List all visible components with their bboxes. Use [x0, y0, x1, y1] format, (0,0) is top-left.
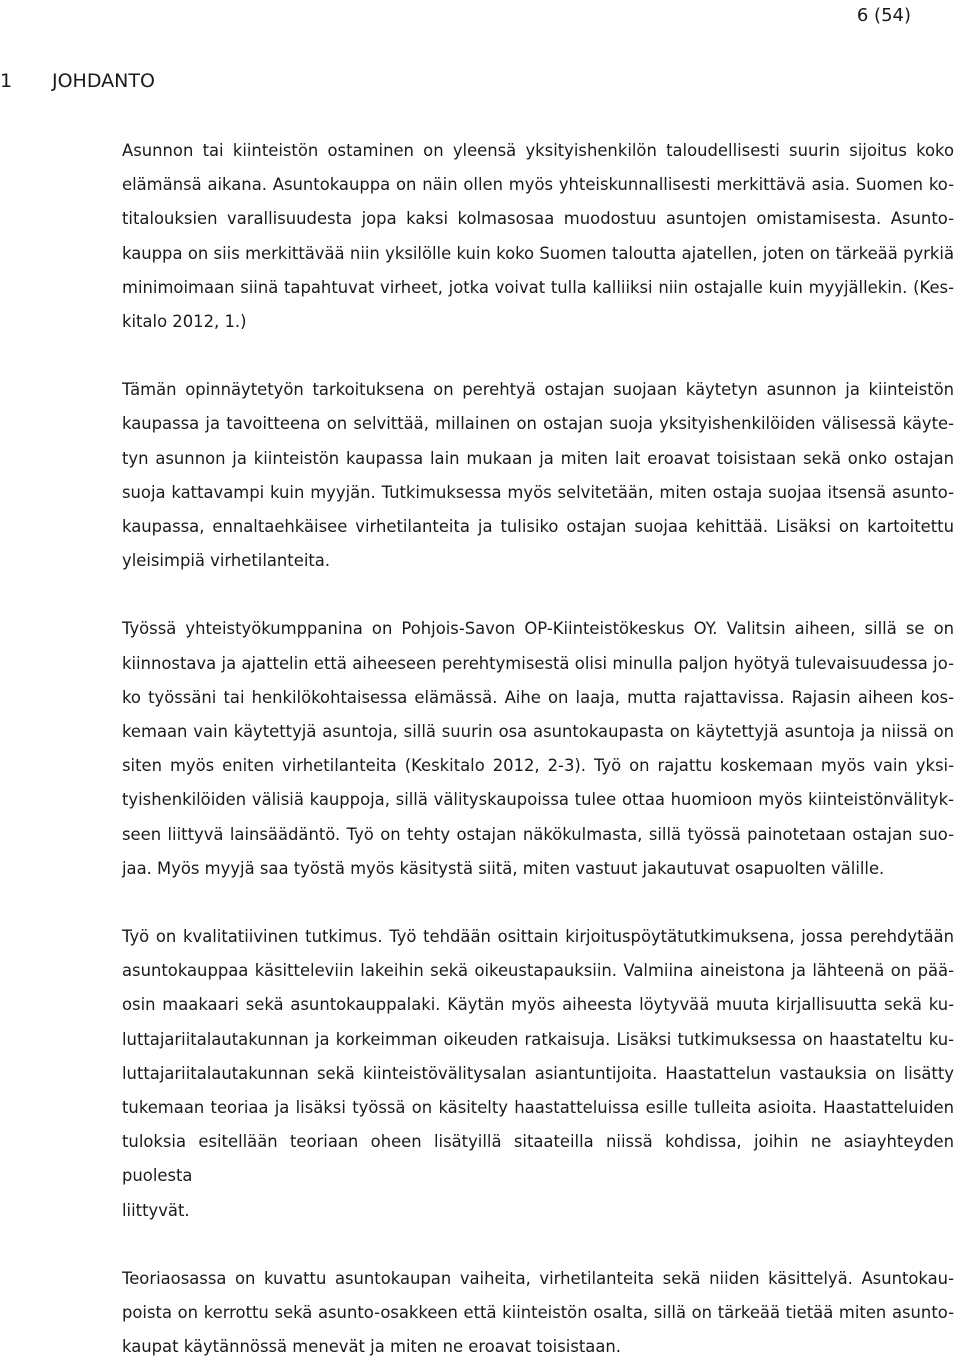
- paragraph-line: titalouksien varallisuudesta jopa kaksi kolmasosaa muodostuu asuntojen omistamisesta. Asunto-: [122, 209, 954, 229]
- paragraph-line: yleisimpiä virhetilanteita.: [122, 551, 331, 571]
- paragraph-line: Työ on kvalitatiivinen tutkimus. Työ tehdään osittain kirjoituspöytätutkimuksena, jossa perehdytään: [122, 927, 954, 947]
- paragraph-line: elämänsä aikana. Asuntokauppa on näin ollen myös yhteiskunnallisesti merkittävä asia. Suomen ko-: [122, 175, 954, 195]
- paragraph-line: Asunnon tai kiinteistön ostaminen on yleensä yksityishenkilön taloudellisesti suurin sijoitus koko: [122, 141, 954, 160]
- paragraph-line: kaupassa, ennaltaehkäisee virhetilanteita ja tulisiko ostajan suojaa kehittää. Lisäksi on kartoitettu: [122, 517, 954, 537]
- paragraph-line: Työssä yhteistyökumppanina on Pohjois-Savon OP-Kiinteistökeskus OY. Valitsin aiheen, sillä se on: [122, 619, 954, 639]
- paragraph-line: minimoimaan siinä tapahtuvat virheet, jotka voivat tulla kalliiksi niin ostajalle kuin myyjällekin. (Kes-: [122, 277, 954, 297]
- paragraph-line: luttajariitalautakunnan sekä kiinteistövälitysalan asiantuntijoita. Haastattelun vastauksia on lisätty: [122, 1063, 954, 1083]
- paragraph-1: [122, 134, 954, 339]
- paragraph-line: tukemaan teoriaa ja lisäksi työssä on käsitelty haastatteluissa esille tulleita asioita. Haastatteluiden: [122, 1098, 954, 1118]
- document-body: [122, 134, 954, 1365]
- paragraph-line: kaupassa ja tavoitteena on selvittää, millainen on ostajan suoja yksityishenkilöiden välisessä käyte-: [122, 414, 954, 434]
- paragraph-5: [122, 1262, 954, 1365]
- paragraph-line: poista on kerrottu sekä asunto-osakkeen että kiinteistön osalta, sillä on tärkeää tietää miten asunto-: [122, 1303, 954, 1323]
- paragraph-line: jaa. Myös myyjä saa työstä myös käsitystä siitä, miten vastuut jakautuvat osapuolten välille.: [122, 858, 885, 878]
- paragraph-line: ko työssäni tai henkilökohtaisessa elämässä. Aihe on laaja, mutta rajattavissa. Rajasin aiheen kos-: [122, 687, 954, 707]
- page-number: 6 (54): [856, 5, 911, 26]
- paragraph-line: osin maakaari sekä asuntokauppalaki. Käytän myös aiheesta löytyvää muuta kirjallisuutta sekä ku-: [122, 995, 954, 1015]
- chapter-heading: [0, 68, 155, 94]
- paragraph-line: kaupat käytännössä menevät ja miten ne eroavat toisistaan.: [122, 1337, 621, 1357]
- paragraph-line: seen liittyvä lainsäädäntö. Työ on tehty ostajan näkökulmasta, sillä työssä painotetaan ostajan suo-: [122, 824, 954, 844]
- paragraph-line: Teoriaosassa on kuvattu asuntokaupan vaiheita, virhetilanteita sekä niiden käsittelyä. Asuntokau-: [122, 1268, 954, 1288]
- paragraph-line: tyn asunnon ja kiinteistön kaupassa lain mukaan ja miten lait eroavat toisistaan sekä onko ostajan: [122, 448, 954, 468]
- paragraph-line: kitalo 2012, 1.): [122, 312, 247, 332]
- paragraph-line: kemaan vain käytettyjä asuntoja, sillä suurin osa asuntokaupasta on käytettyjä asuntoja ja niissä on: [122, 722, 954, 742]
- paragraph-line: Tämän opinnäytetyön tarkoituksena on perehtyä ostajan suojaan käytetyn asunnon ja kiinteistön: [122, 380, 954, 400]
- chapter-title: JOHDANTO: [52, 70, 155, 92]
- paragraph-line: siten myös eniten virhetilanteita (Keskitalo 2012, 2-3). Työ on rajattu koskemaan myös vain yksi-: [122, 756, 954, 776]
- paragraph-line: kauppa on siis merkittävää niin yksilölle kuin koko Suomen taloutta ajatellen, joten on tärkeää pyrkiä: [122, 243, 954, 263]
- chapter-number: 1: [0, 70, 13, 92]
- paragraph-2: [122, 373, 954, 578]
- paragraph-line: kiinnostava ja ajattelin että aiheeseen perehtymisestä olisi minulla paljon hyötyä tulevaisuudessa jo-: [122, 653, 954, 673]
- paragraph-line: luttajariitalautakunnan ja korkeimman oikeuden ratkaisuja. Lisäksi tutkimuksessa on haastateltu ku-: [122, 1029, 954, 1049]
- paragraph-line: liittyvät.: [122, 1200, 190, 1220]
- paragraph-3: [122, 612, 954, 886]
- paragraph-4: [122, 920, 954, 1228]
- paragraph-line: tuloksia esitellään teoriaan oheen lisätyillä sitaateilla niissä kohdissa, joihin ne asiayhteyden puolesta: [122, 1132, 954, 1186]
- paragraph-line: tyishenkilöiden välisiä kauppoja, sillä välityskaupoissa tulee ottaa huomioon myös kiinteistönvälityk-: [122, 790, 954, 810]
- paragraph-line: asuntokauppaa käsitteleviin lakeihin sekä oikeustapauksiin. Valmiina aineistona ja lähteenä on pää-: [122, 961, 954, 981]
- paragraph-line: suoja kattavampi kuin myyjän. Tutkimuksessa myös selvitetään, miten ostaja suojaa itsensä asunto-: [122, 482, 954, 502]
